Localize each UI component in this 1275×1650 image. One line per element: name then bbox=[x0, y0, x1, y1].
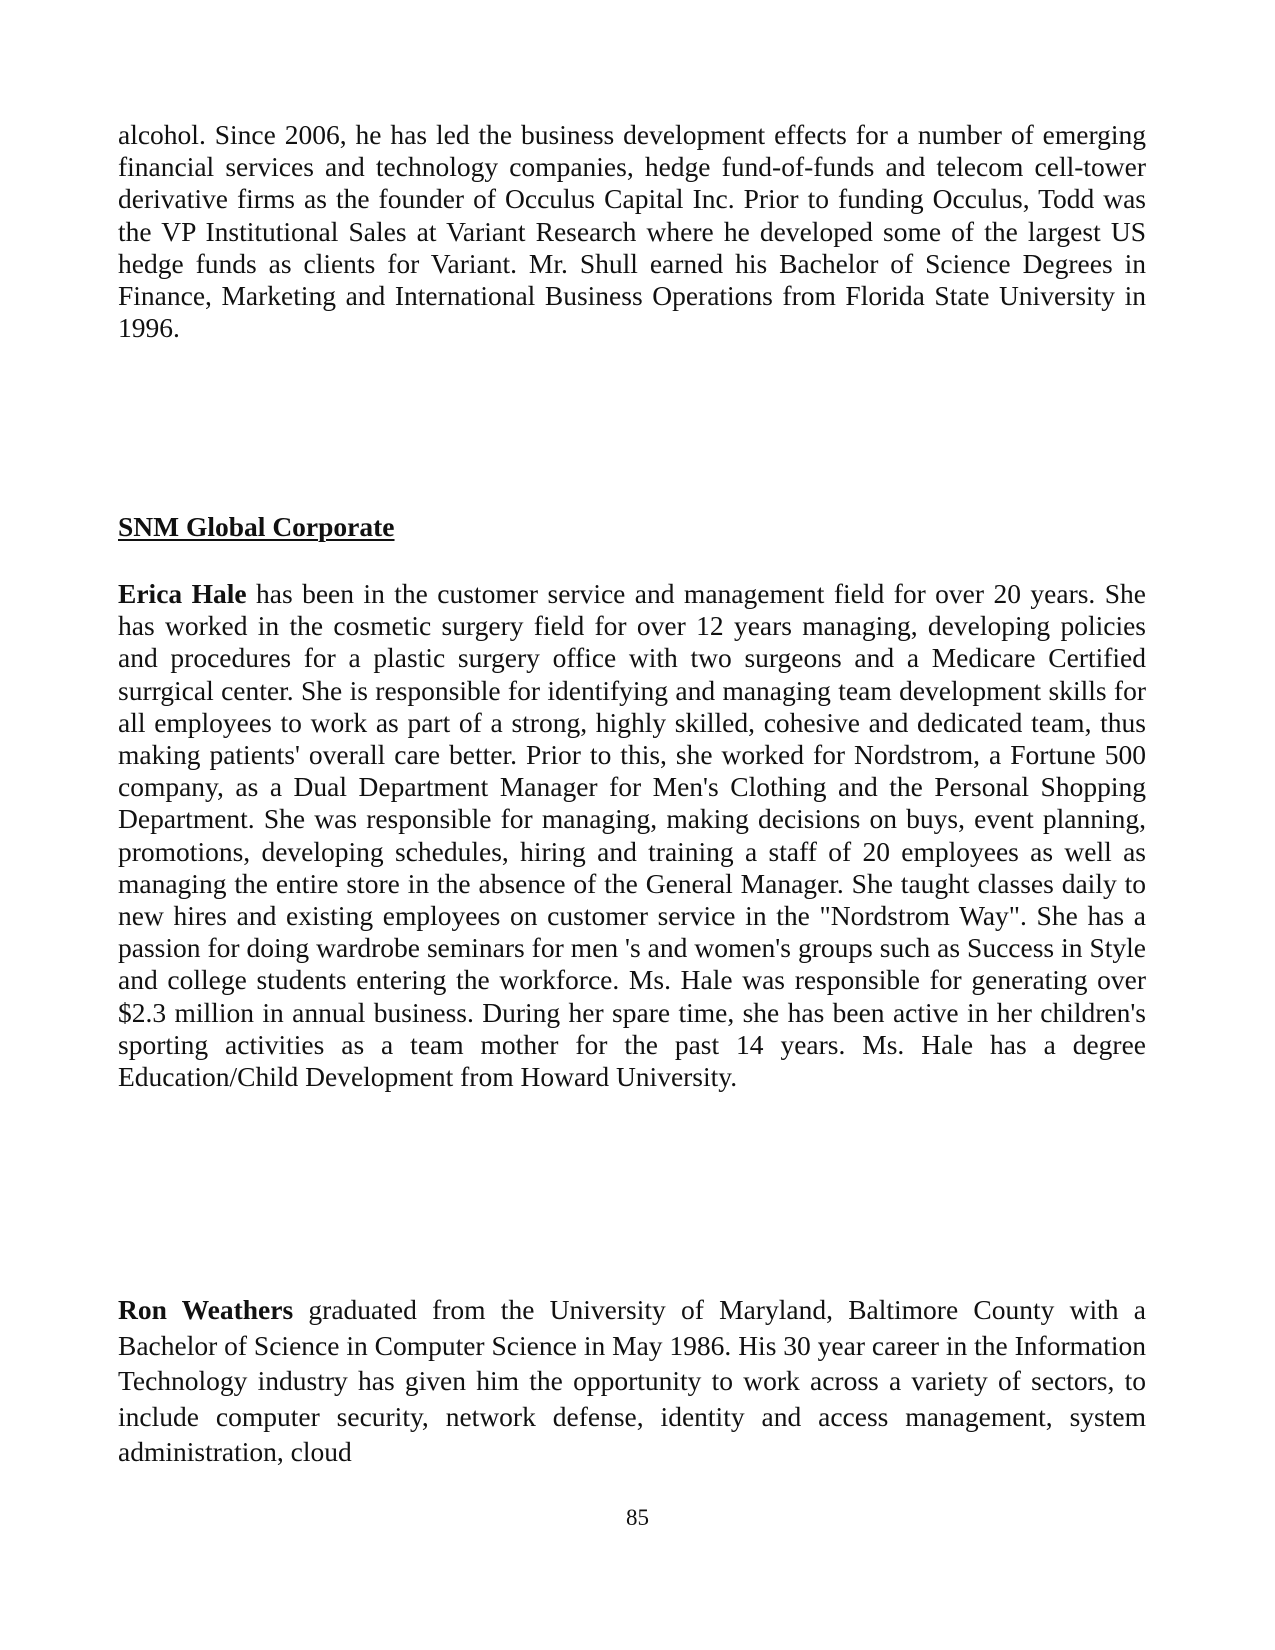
intro-text: alcohol. Since 2006, he has led the business development effects for a number of emerging financial services and technology companies, hedge fund-of-funds and telecom cell-tower derivative firms as the founder of Occulus Capital Inc. Prior to funding Occulus, Todd was the VP Institutional Sales at Variant Research where he developed some of the largest US hedge funds as clients for Variant. Mr. Shull earned his Bachelor of Science Degrees in Finance, Marketing and International Business Operations from Florida State University in 1996. bbox=[118, 119, 1146, 344]
page-number: 85 bbox=[626, 1505, 649, 1530]
section-heading: SNM Global Corporate bbox=[118, 511, 395, 542]
bio-paragraph-erica-hale bbox=[118, 578, 1146, 1093]
person-name: Erica Hale bbox=[118, 578, 247, 609]
person-name: Ron Weathers bbox=[118, 1294, 294, 1325]
intro-paragraph bbox=[118, 119, 1146, 344]
bio-text: has been in the customer service and management field for over 20 years. She has worked in the cosmetic surgery field for over 12 years managing, developing policies and procedures for a plastic surgery office with two surgeons and a Medicare Certified surrgical center. She is responsible for identifying and managing team development skills for all employees to work as part of a strong, highly skilled, cohesive and dedicated team, thus making patients' overall care better. Prior to this, she worked for Nordstrom, a Fortune 500 company, as a Dual Department Manager for Men's Clothing and the Personal Shopping Department. She was responsible for managing, making decisions on buys, event planning, promotions, developing schedules, hiring and training a staff of 20 employees as well as managing the entire store in the absence of the General Manager. She taught classes daily to new hires and existing employees on customer service in the "Nordstrom Way". She has a passion for doing wardrobe seminars for men 's and women's groups such as Success in Style and college students entering the workforce. Ms. Hale was responsible for generating over $2.3 million in annual business. During her spare time, she has been active in her children's sporting activities as a team mother for the past 14 years. Ms. Hale has a degree Education/Child Development from Howard University. bbox=[118, 578, 1146, 1093]
bio-paragraph-ron-weathers bbox=[118, 1292, 1146, 1470]
bio-text: graduated from the University of Maryland, Baltimore County with a Bachelor of Science in Computer Science in May 1986. His 30 year career in the Information Technology industry has given him the opportunity to work across a variety of sectors, to include computer security, network defense, identity and access management, system administration, cloud bbox=[118, 1294, 1146, 1467]
